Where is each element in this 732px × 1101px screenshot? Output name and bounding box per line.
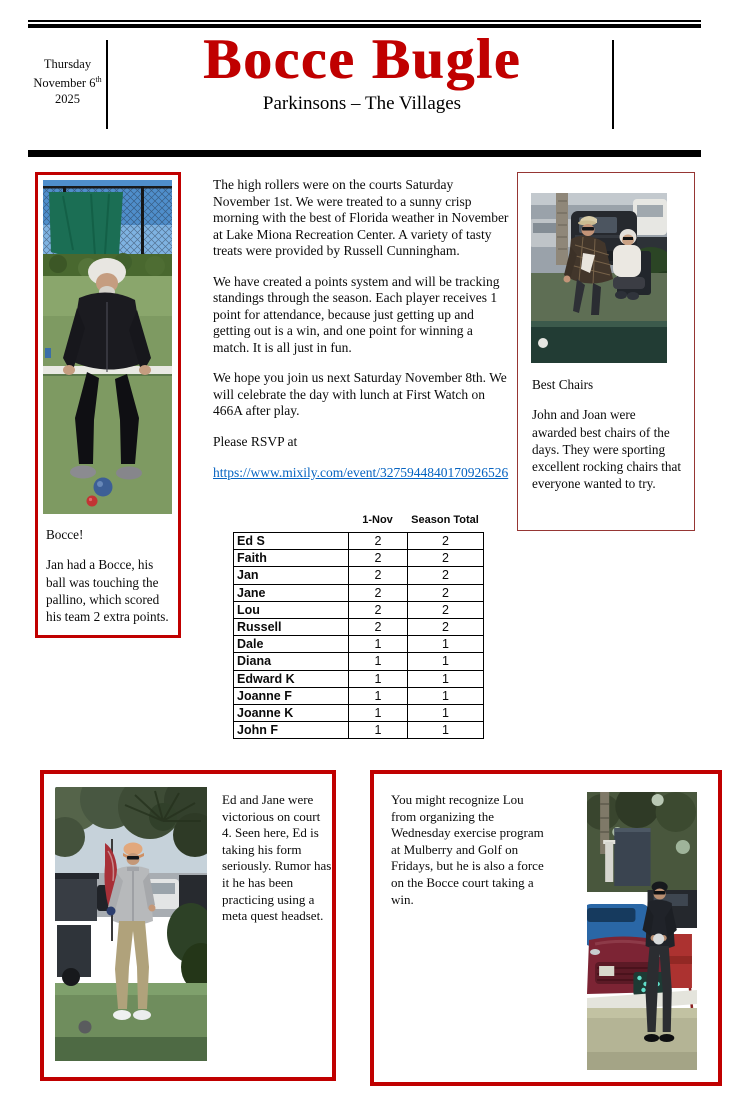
right-story-caption: Best Chairs	[532, 377, 594, 392]
nov1-score: 2	[349, 550, 408, 567]
season-total-score: 1	[408, 687, 484, 704]
nov1-score: 1	[349, 636, 408, 653]
nov1-score: 2	[349, 584, 408, 601]
table-row	[234, 687, 484, 704]
player-name: Lou	[234, 601, 349, 618]
season-total-score: 1	[408, 653, 484, 670]
issue-date-year: 2025	[55, 92, 80, 107]
lou-photo	[587, 792, 697, 1070]
table-row	[234, 601, 484, 618]
left-story-box	[35, 172, 181, 638]
column-header-1nov: 1-Nov	[362, 514, 393, 526]
score-table-body	[234, 533, 484, 739]
article-paragraph-1: The high rollers were on the courts Saturday November 1st. We were treated to a sunny crisp morning with the best of Florida weather in November at Lake Miona Recreation Center. A variety of tasty treats were provided by Russell Cunningham.	[213, 177, 509, 258]
masthead-bottom-bar	[28, 150, 701, 157]
season-total-score: 2	[408, 533, 484, 550]
left-story-body: Jan had a Bocce, his ball was touching the pallino, which scored his team 2 extra points.	[46, 557, 169, 625]
player-name: Jan	[234, 567, 349, 584]
bottom-left-story-box	[40, 770, 336, 1081]
nov1-score: 2	[349, 567, 408, 584]
table-row	[234, 550, 484, 567]
season-total-score: 1	[408, 722, 484, 739]
masthead-divider-right	[612, 40, 614, 129]
player-name: Joanne K	[234, 704, 349, 721]
nov1-score: 2	[349, 533, 408, 550]
player-name: Dale	[234, 636, 349, 653]
score-table-header-spacer	[233, 514, 348, 526]
bottom-right-story-box	[370, 770, 722, 1086]
player-name: Diana	[234, 653, 349, 670]
score-table	[233, 532, 484, 739]
table-row	[234, 636, 484, 653]
table-row	[234, 584, 484, 601]
table-row	[234, 618, 484, 635]
player-name: Ed S	[234, 533, 349, 550]
player-name: Faith	[234, 550, 349, 567]
nov1-score: 1	[349, 722, 408, 739]
nov1-score: 2	[349, 618, 408, 635]
nov1-score: 2	[349, 601, 408, 618]
top-rule-thin	[28, 20, 701, 22]
player-name: Russell	[234, 618, 349, 635]
player-name: John F	[234, 722, 349, 739]
masthead	[112, 28, 612, 115]
season-total-score: 1	[408, 704, 484, 721]
right-story-box	[517, 172, 695, 531]
right-story-body: John and Joan were awarded best chairs of the days. They were sporting excellent rocking chairs that everyone wanted to try.	[532, 407, 682, 492]
main-article	[213, 177, 510, 482]
newsletter-subtitle: Parkinsons – The Villages	[262, 93, 462, 115]
season-total-score: 1	[408, 636, 484, 653]
bottom-right-story-body: You might recognize Lou from organizing the Wednesday exercise program at Mulberry and Golf on Fridays, but he is also a force on the Bocce court taking a win.	[391, 792, 544, 907]
nov1-score: 1	[349, 687, 408, 704]
season-total-score: 2	[408, 618, 484, 635]
table-row	[234, 567, 484, 584]
article-paragraph-2: We have created a points system and will be tracking standings through the season. Each player receives 1 point for attendance, because just getting up and getting out is a win, and one point for winning a match. It is all just in fun.	[213, 273, 500, 355]
season-total-score: 2	[408, 567, 484, 584]
rsvp-link[interactable]: https://www.mixily.com/event/3275944840170926526	[213, 465, 509, 480]
column-header-season-total: Season Total	[411, 514, 479, 526]
ed-photo	[55, 787, 207, 1061]
best-chairs-photo	[531, 193, 667, 363]
issue-date-weekday: Thursday	[43, 57, 92, 71]
season-total-score: 2	[408, 601, 484, 618]
table-row	[234, 722, 484, 739]
article-paragraph-3: We hope you join us next Saturday November 8th. We will celebrate the day with lunch at First Watch on 466A after play.	[213, 370, 507, 418]
table-row	[234, 670, 484, 687]
article-paragraph-4: Please RSVP at	[213, 433, 298, 449]
player-name: Edward K	[234, 670, 349, 687]
season-total-score: 2	[408, 550, 484, 567]
issue-date-day: November 6th	[33, 75, 102, 91]
season-total-score: 1	[408, 670, 484, 687]
nov1-score: 1	[349, 670, 408, 687]
bocce-player-photo	[43, 180, 172, 514]
masthead-divider-left	[106, 40, 108, 129]
player-name: Jane	[234, 584, 349, 601]
table-row	[234, 533, 484, 550]
player-name: Joanne F	[234, 687, 349, 704]
table-row	[234, 653, 484, 670]
table-row	[234, 704, 484, 721]
season-total-score: 2	[408, 584, 484, 601]
nov1-score: 1	[349, 704, 408, 721]
bottom-left-story-body: Ed and Jane were victorious on court 4. Seen here, Ed is taking his form seriously. Rumor has it he has been practicing using a meta quest headset.	[222, 792, 332, 924]
score-table-header	[233, 514, 483, 526]
issue-date	[28, 56, 107, 107]
nov1-score: 1	[349, 653, 408, 670]
newsletter-title: Bocce Bugle	[202, 28, 522, 91]
left-story-caption: Bocce!	[46, 527, 84, 542]
